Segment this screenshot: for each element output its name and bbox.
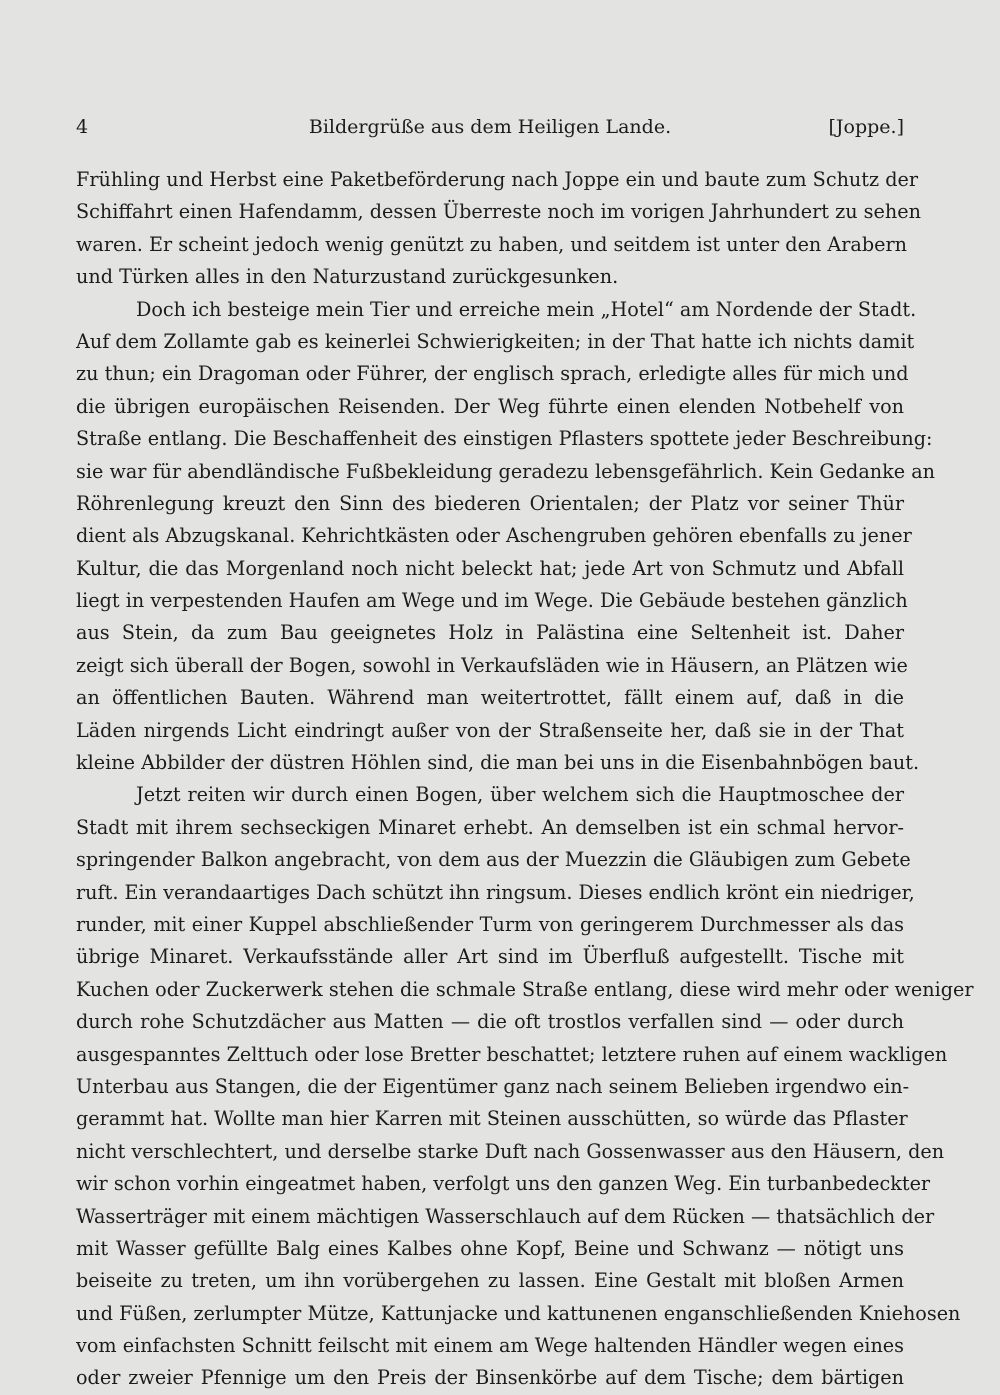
text-line: durch rohe Schutzdächer aus Matten — die oft trostlos verfallen sind — oder durch [76, 1010, 904, 1034]
page-header [76, 112, 904, 142]
text-line: Frühling und Herbst eine Paketbeförderung nach Joppe ein und baute zum Schutz der [76, 168, 919, 191]
text-line: an öffentlichen Bauten. Während man weitertrottet, fällt einem auf, daß in die [76, 686, 904, 710]
text-line: Kultur, die das Morgenland noch nicht beleckt hat; jede Art von Schmutz und Abfall [76, 556, 904, 580]
text-line: beiseite zu treten, um ihn vorübergehen zu lassen. Eine Gestalt mit bloßen Armen [76, 1269, 904, 1293]
text-line: ruft. Ein verandaartiges Dach schützt ihn ringsum. Dieses endlich krönt ein niedriger, [76, 880, 915, 904]
page-number: 4 [76, 116, 89, 138]
text-line: Doch ich besteige mein Tier und erreiche mein „Hotel“ am Nordende der Stadt. [136, 297, 917, 321]
body-text [76, 164, 974, 1395]
text-line: und Türken alles in den Naturzustand zurückgesunken. [76, 265, 619, 289]
text-line: ausgespanntes Zelttuch oder lose Bretter beschattet; letztere ruhen auf einem wackligen [76, 1042, 948, 1066]
text-line: vom einfachsten Schnitt feilscht mit einem am Wege haltenden Händler wegen eines [76, 1334, 904, 1358]
text-line: und Füßen, zerlumpter Mütze, Kattunjacke und kattunenen enganschließenden Kniehosen [76, 1301, 961, 1325]
text-line: aus Stein, da zum Bau geeignetes Holz in Palästina eine Seltenheit ist. Daher [76, 621, 904, 645]
text-line: gerammt hat. Wollte man hier Karren mit Steinen ausschütten, so würde das Pflaster [76, 1107, 908, 1131]
text-line: springender Balkon angebracht, von dem aus der Muezzin die Gläubigen zum Gebete [76, 848, 911, 872]
text-line: Jetzt reiten wir durch einen Bogen, über welchem sich die Hauptmoschee der [136, 783, 904, 807]
text-line: runder, mit einer Kuppel abschließender Turm von geringerem Durchmesser als das [76, 912, 904, 936]
text-line: Röhrenlegung kreuzt den Sinn des biederen Orientalen; der Platz vor seiner Thür [76, 491, 904, 515]
text-line: zeigt sich überall der Bogen, sowohl in Verkaufsläden wie in Häusern, an Plätzen wie [76, 653, 908, 677]
running-title: Bildergrüße aus dem Heiligen Lande. [308, 116, 672, 138]
text-line: mit Wasser gefüllte Balg eines Kalbes ohne Kopf, Beine und Schwanz — nötigt uns [76, 1236, 904, 1260]
text-line: Schiffahrt einen Hafendamm, dessen Überreste noch im vorigen Jahrhundert zu sehen [76, 200, 921, 224]
text-line: Läden nirgends Licht eindringt außer von der Straßenseite her, daß sie in der That [76, 718, 904, 742]
text-line: Unterbau aus Stangen, die der Eigentümer ganz nach seinem Belieben irgendwo ein- [76, 1074, 910, 1098]
text-line: Straße entlang. Die Beschaffenheit des einstigen Pflasters spottete jeder Beschreibung: [76, 427, 933, 451]
text-line: kleine Abbilder der düstren Höhlen sind, die man bei uns in die Eisenbahnbögen baut. [76, 751, 920, 775]
section-label: [Joppe.] [828, 116, 904, 138]
text-line: nicht verschlechtert, und derselbe starke Duft nach Gossenwasser aus den Häusern, den [76, 1139, 945, 1163]
text-line: Stadt mit ihrem sechseckigen Minaret erhebt. An demselben ist ein schmal hervor- [76, 815, 904, 839]
text-line: übrige Minaret. Verkaufsstände aller Art sind im Überfluß aufgestellt. Tische mit [76, 945, 904, 969]
text-line: sie war für abendländische Fußbekleidung geradezu lebensgefährlich. Kein Gedanke an [76, 459, 936, 483]
text-line: wir schon vorhin eingeatmet haben, verfolgt uns den ganzen Weg. Ein turbanbedeckter [76, 1172, 931, 1196]
text-line: waren. Er scheint jedoch wenig genützt zu haben, und seitdem ist unter den Arabern [76, 232, 908, 256]
text-line: oder zweier Pfennige um den Preis der Binsenkörbe auf dem Tische; dem bärtigen [76, 1366, 904, 1390]
text-line: zu thun; ein Dragoman oder Führer, der englisch sprach, erledigte alles für mich und [76, 362, 909, 386]
text-line: dient als Abzugskanal. Kehrichtkästen oder Aschengruben gehören ebenfalls zu jener [76, 524, 912, 548]
text-line: liegt in verpestenden Haufen am Wege und im Wege. Die Gebäude bestehen gänzlich [76, 589, 908, 613]
text-line: Kuchen oder Zuckerwerk stehen die schmale Straße entlang, diese wird mehr oder weniger [76, 977, 974, 1001]
text-line: Wasserträger mit einem mächtigen Wasserschlauch auf dem Rücken — thatsächlich der [76, 1204, 935, 1228]
text-line: die übrigen europäischen Reisenden. Der Weg führte einen elenden Notbehelf von [76, 394, 904, 418]
text-line: Auf dem Zollamte gab es keinerlei Schwierigkeiten; in der That hatte ich nichts damit [76, 329, 915, 353]
